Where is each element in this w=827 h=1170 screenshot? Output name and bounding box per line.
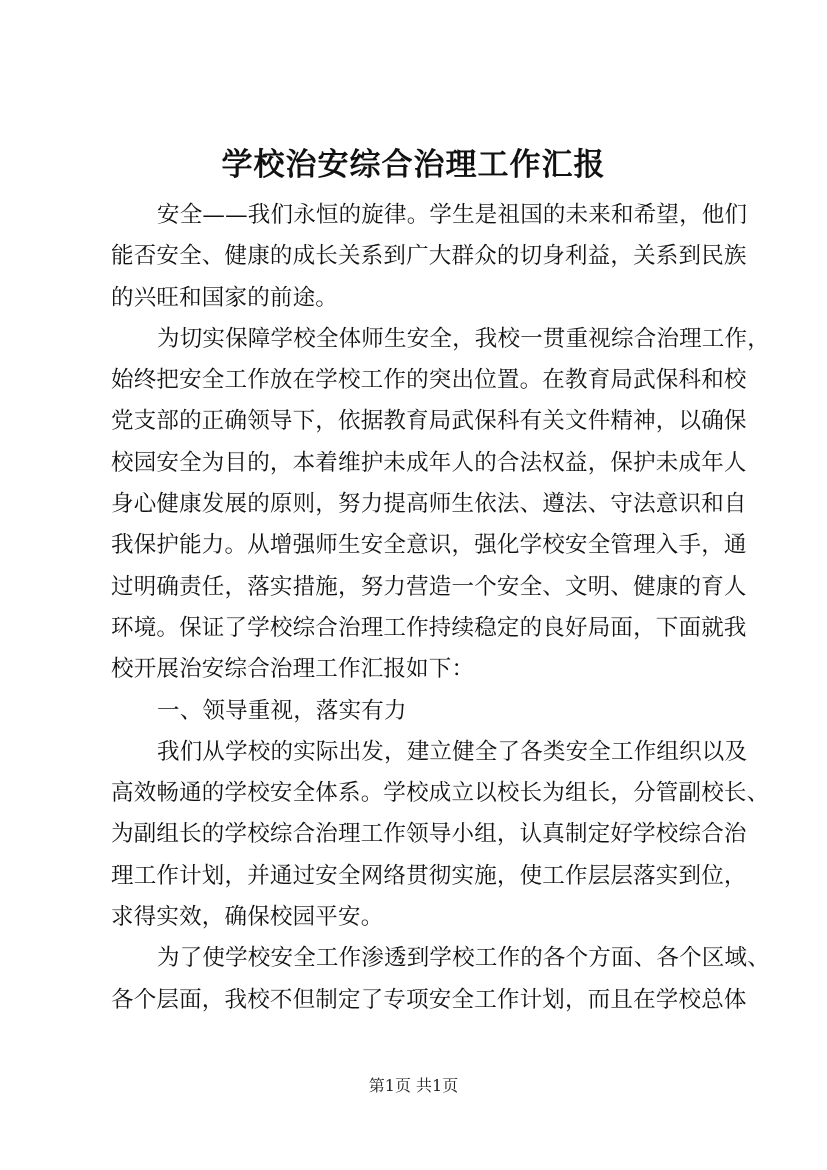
paragraph-2-line-8: 环境。保证了学校综合治理工作持续稳定的良好局面，下面就我: [111, 614, 747, 641]
paragraph-4-line-1: 为了使学校安全工作渗透到学校工作的各个方面、各个区域、: [157, 945, 770, 972]
page-footer: 第1页 共1页: [368, 1076, 459, 1095]
paragraph-1-line-2: 能否安全、健康的成长关系到广大群众的切身利益，关系到民族: [111, 243, 747, 270]
paragraph-2-line-4: 校园安全为目的，本着维护未成年人的合法权益，保护未成年人: [111, 449, 747, 476]
paragraph-2-line-3: 党支部的正确领导下，依据教育局武保科有关文件精神，以确保: [111, 408, 747, 435]
paragraph-2-line-5: 身心健康发展的原则，努力提高师生依法、遵法、守法意识和自: [111, 491, 747, 518]
paragraph-3-line-3: 为副组长的学校综合治理工作领导小组，认真制定好学校综合治: [111, 821, 747, 848]
paragraph-1-line-1: 安全——我们永恒的旋律。学生是祖国的未来和希望，他们: [157, 202, 748, 228]
paragraph-1-line-3: 的兴旺和国家的前途。: [111, 284, 339, 311]
paragraph-3-line-5: 求得实效，确保校园平安。: [111, 904, 384, 931]
paragraph-3-line-2: 高效畅通的学校安全体系。学校成立以校长为组长，分管副校长、: [111, 780, 770, 807]
paragraph-2-line-2: 始终把安全工作放在学校工作的突出位置。在教育局武保科和校: [111, 367, 747, 394]
paragraph-2-line-1: 为切实保障学校全体师生安全，我校一贯重视综合治理工作，: [157, 325, 770, 352]
document-title: 学校治安综合治理工作汇报: [221, 147, 606, 183]
section-heading-1: 一、领导重视，落实有力: [157, 697, 407, 724]
paragraph-4-line-2: 各个层面，我校不但制定了专项安全工作计划，而且在学校总体: [111, 986, 747, 1013]
paragraph-2-line-9: 校开展治安综合治理工作汇报如下：: [111, 656, 475, 683]
paragraph-3-line-1: 我们从学校的实际出发，建立健全了各类安全工作组织以及: [157, 738, 748, 765]
paragraph-2-line-7: 过明确责任，落实措施，努力营造一个安全、文明、健康的育人: [111, 573, 747, 600]
paragraph-2-line-6: 我保护能力。从增强师生安全意识，强化学校安全管理入手，通: [111, 532, 747, 559]
paragraph-3-line-4: 理工作计划，并通过安全网络贯彻实施，使工作层层落实到位，: [111, 862, 747, 889]
document-body: [111, 195, 770, 1021]
